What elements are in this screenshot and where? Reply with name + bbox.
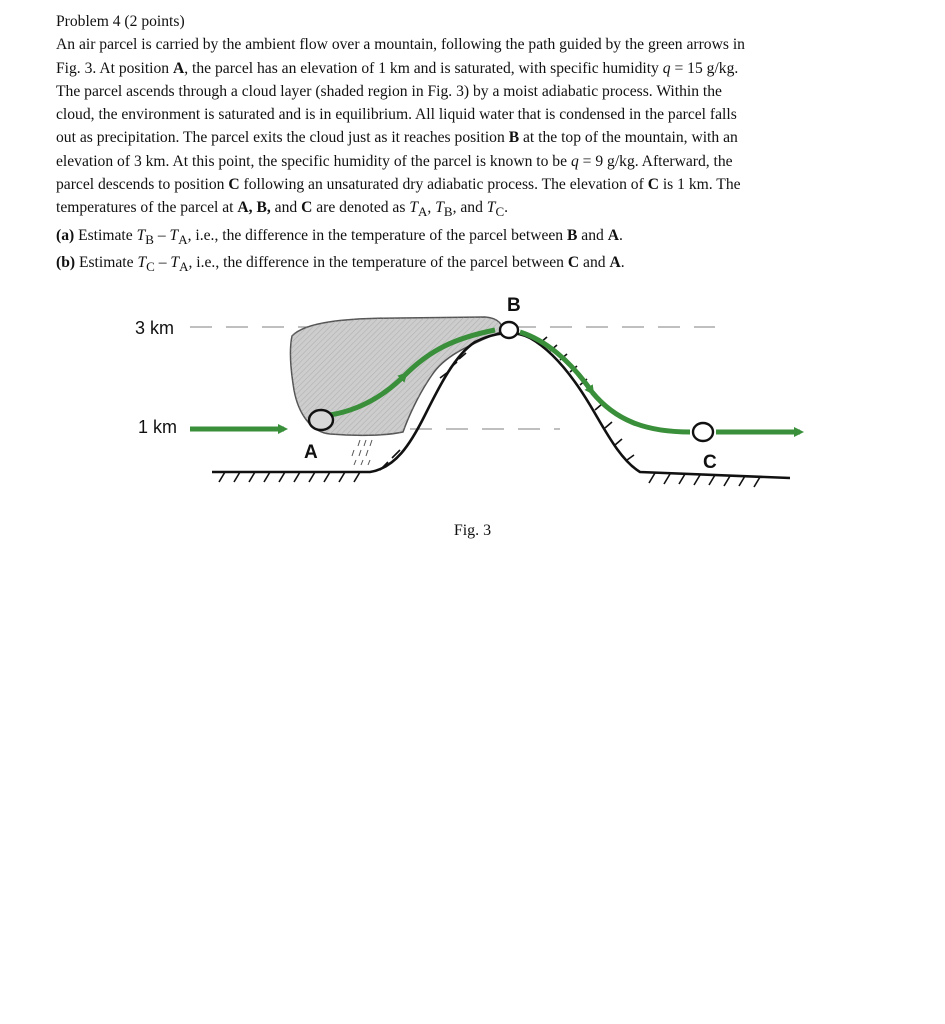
mountain-figure <box>0 285 945 555</box>
label-1km: 1 km <box>138 417 178 437</box>
problem-line-3: The parcel ascends through a cloud layer (shaded region in Fig. 3) by a moist adiabatic process. Within the <box>56 82 722 100</box>
parcel-b <box>500 322 518 338</box>
label-point-a: A <box>304 442 318 463</box>
problem-line-2: Fig. 3. At position A, the parcel has an elevation of 1 km and is saturated, with specific humidity q = 15 g/kg. <box>56 59 739 77</box>
problem-text <box>56 10 886 279</box>
problem-line-4: cloud, the environment is saturated and is in equilibrium. All liquid water that is condensed in the parcel falls <box>56 106 737 124</box>
parcel-a <box>309 410 333 430</box>
label-point-c: C <box>703 452 717 473</box>
precipitation-marks <box>352 440 372 465</box>
problem-line-1: An air parcel is carried by the ambient flow over a mountain, following the path guided by the green arrows in <box>56 36 745 54</box>
parcel-c <box>693 423 713 441</box>
problem-line-7: parcel descends to position C following an unsaturated dry adiabatic process. The elevation of C is 1 km. The <box>56 176 741 194</box>
question-a: (a) Estimate $T_B - T_A$, i.e., the difference in the temperature of the parcel between B and A. <box>56 226 623 247</box>
problem-line-8: temperatures of the parcel at A, B, and C are denoted as $T_A$, $T_B$, and $T_C$. <box>56 199 509 220</box>
problem-title: Problem 4 (2 points) <box>56 13 185 30</box>
label-point-b: B <box>507 295 521 316</box>
figure-caption: Fig. 3 <box>453 522 492 539</box>
problem-line-6: elevation of 3 km. At this point, the specific humidity of the parcel is known to be q = 9 g/kg. Afterward, the <box>56 152 733 170</box>
problem-line-5: out as precipitation. The parcel exits the cloud just as it reaches position B at the top of the mountain, with an <box>56 129 738 147</box>
label-3km: 3 km <box>135 318 175 338</box>
question-b: (b) Estimate $T_C - T_A$, i.e., the difference in the temperature of the parcel between C and A. <box>56 254 625 275</box>
